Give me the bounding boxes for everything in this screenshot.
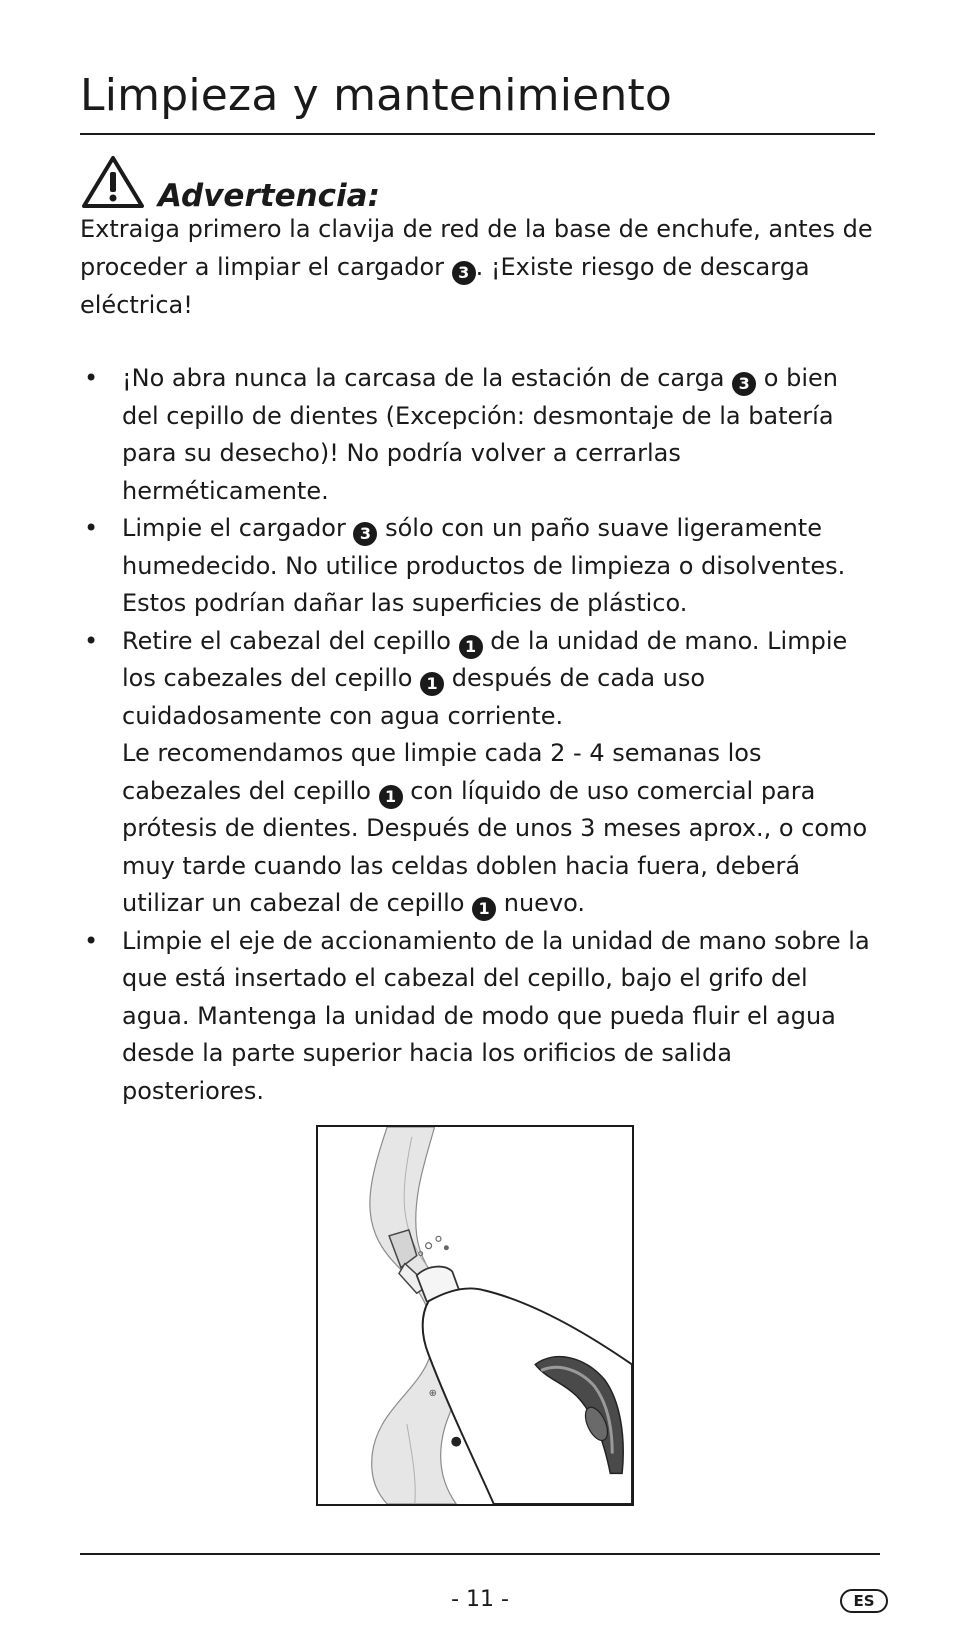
- warning-triangle-icon: [80, 154, 146, 210]
- ref-marker: 1: [472, 897, 496, 921]
- svg-text:⊕: ⊕: [428, 1388, 437, 1400]
- list-item: • Retire el cabezal del cepillo 1 de la unidad de mano. Limpie los cabezales del cepillo 1 después de cada uso cuidadosamente con agua corriente. Le recomendamos que limpie cada 2 - 4 semanas los cabezales del cepillo 1 con líquido de uso comercial para prótesis de dientes. Después de unos 3 meses aprox., o como muy tarde cuando las celdas doblen hacia fuera, deberá utilizar un cabezal de cepillo 1 nuevo.: [80, 623, 880, 923]
- warning-text: Extraiga primero la clavija de red de la base de enchufe, antes de proceder a limpiar el cargador 3 . ¡Existe riesgo de descarga eléctrica!: [80, 215, 873, 319]
- list-item: • Limpie el eje de accionamiento de la unidad de mano sobre la que está insertado el cabezal del cepillo, bajo el grifo del agua. Mantenga la unidad de modo que pueda fluir el agua desde la parte superior hacia los orificios de salida posteriores.: [84, 926, 870, 1105]
- title-divider: [80, 133, 875, 135]
- ref-marker: 3: [452, 261, 476, 285]
- ref-marker: 1: [420, 672, 444, 696]
- language-badge: ES: [840, 1589, 888, 1613]
- ref-marker: 1: [379, 785, 403, 809]
- ref-marker: 3: [732, 372, 756, 396]
- toothbrush-rinsing-illustration: [316, 1125, 634, 1506]
- instruction-list: [80, 360, 880, 1110]
- page-number: - 11 -: [451, 1587, 509, 1612]
- ref-marker: 1: [459, 635, 483, 659]
- page-title: Limpieza y mantenimiento: [80, 70, 673, 121]
- list-item: • ¡No abra nunca la carcasa de la estación de carga 3 o bien del cepillo de dientes (Excepción: desmontaje de la batería para su desecho)! No podría volver a cerrarlas herméticamente.: [84, 364, 838, 505]
- footer-divider: [80, 1553, 880, 1555]
- warning-heading: Advertencia:: [158, 178, 380, 214]
- ref-marker: 3: [353, 522, 377, 546]
- list-item: • Limpie el cargador 3 sólo con un paño suave ligeramente humedecido. No utilice productos de limpieza o disolventes. Estos podrían dañar las superficies de plástico.: [84, 514, 846, 617]
